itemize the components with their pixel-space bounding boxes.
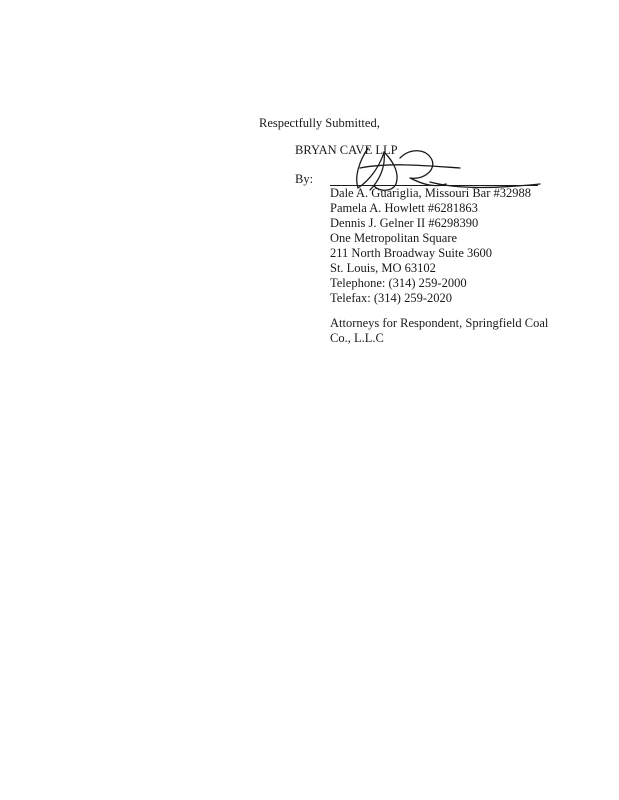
counsel-line: St. Louis, MO 63102 [330, 261, 436, 275]
by-label: By: [295, 172, 314, 186]
counsel-line: Telephone: (314) 259-2000 [330, 276, 467, 290]
counsel-line: Dennis J. Gelner II #6298390 [330, 216, 479, 230]
firm-name: BRYAN CAVE LLP [295, 143, 398, 157]
closing-text: Respectfully Submitted, [259, 116, 380, 130]
counsel-line: One Metropolitan Square [330, 231, 458, 245]
counsel-line: 211 North Broadway Suite 3600 [330, 246, 493, 260]
attorneys-for-text: Attorneys for Respondent, Springfield Coal Co., L.L.C [330, 316, 549, 345]
counsel-block [330, 186, 570, 346]
counsel-line: Telefax: (314) 259-2020 [330, 291, 453, 305]
spacer [330, 306, 570, 316]
counsel-line: Pamela A. Howlett #6281863 [330, 201, 478, 215]
counsel-line: Dale A. Guariglia, Missouri Bar #32988 [330, 186, 532, 200]
